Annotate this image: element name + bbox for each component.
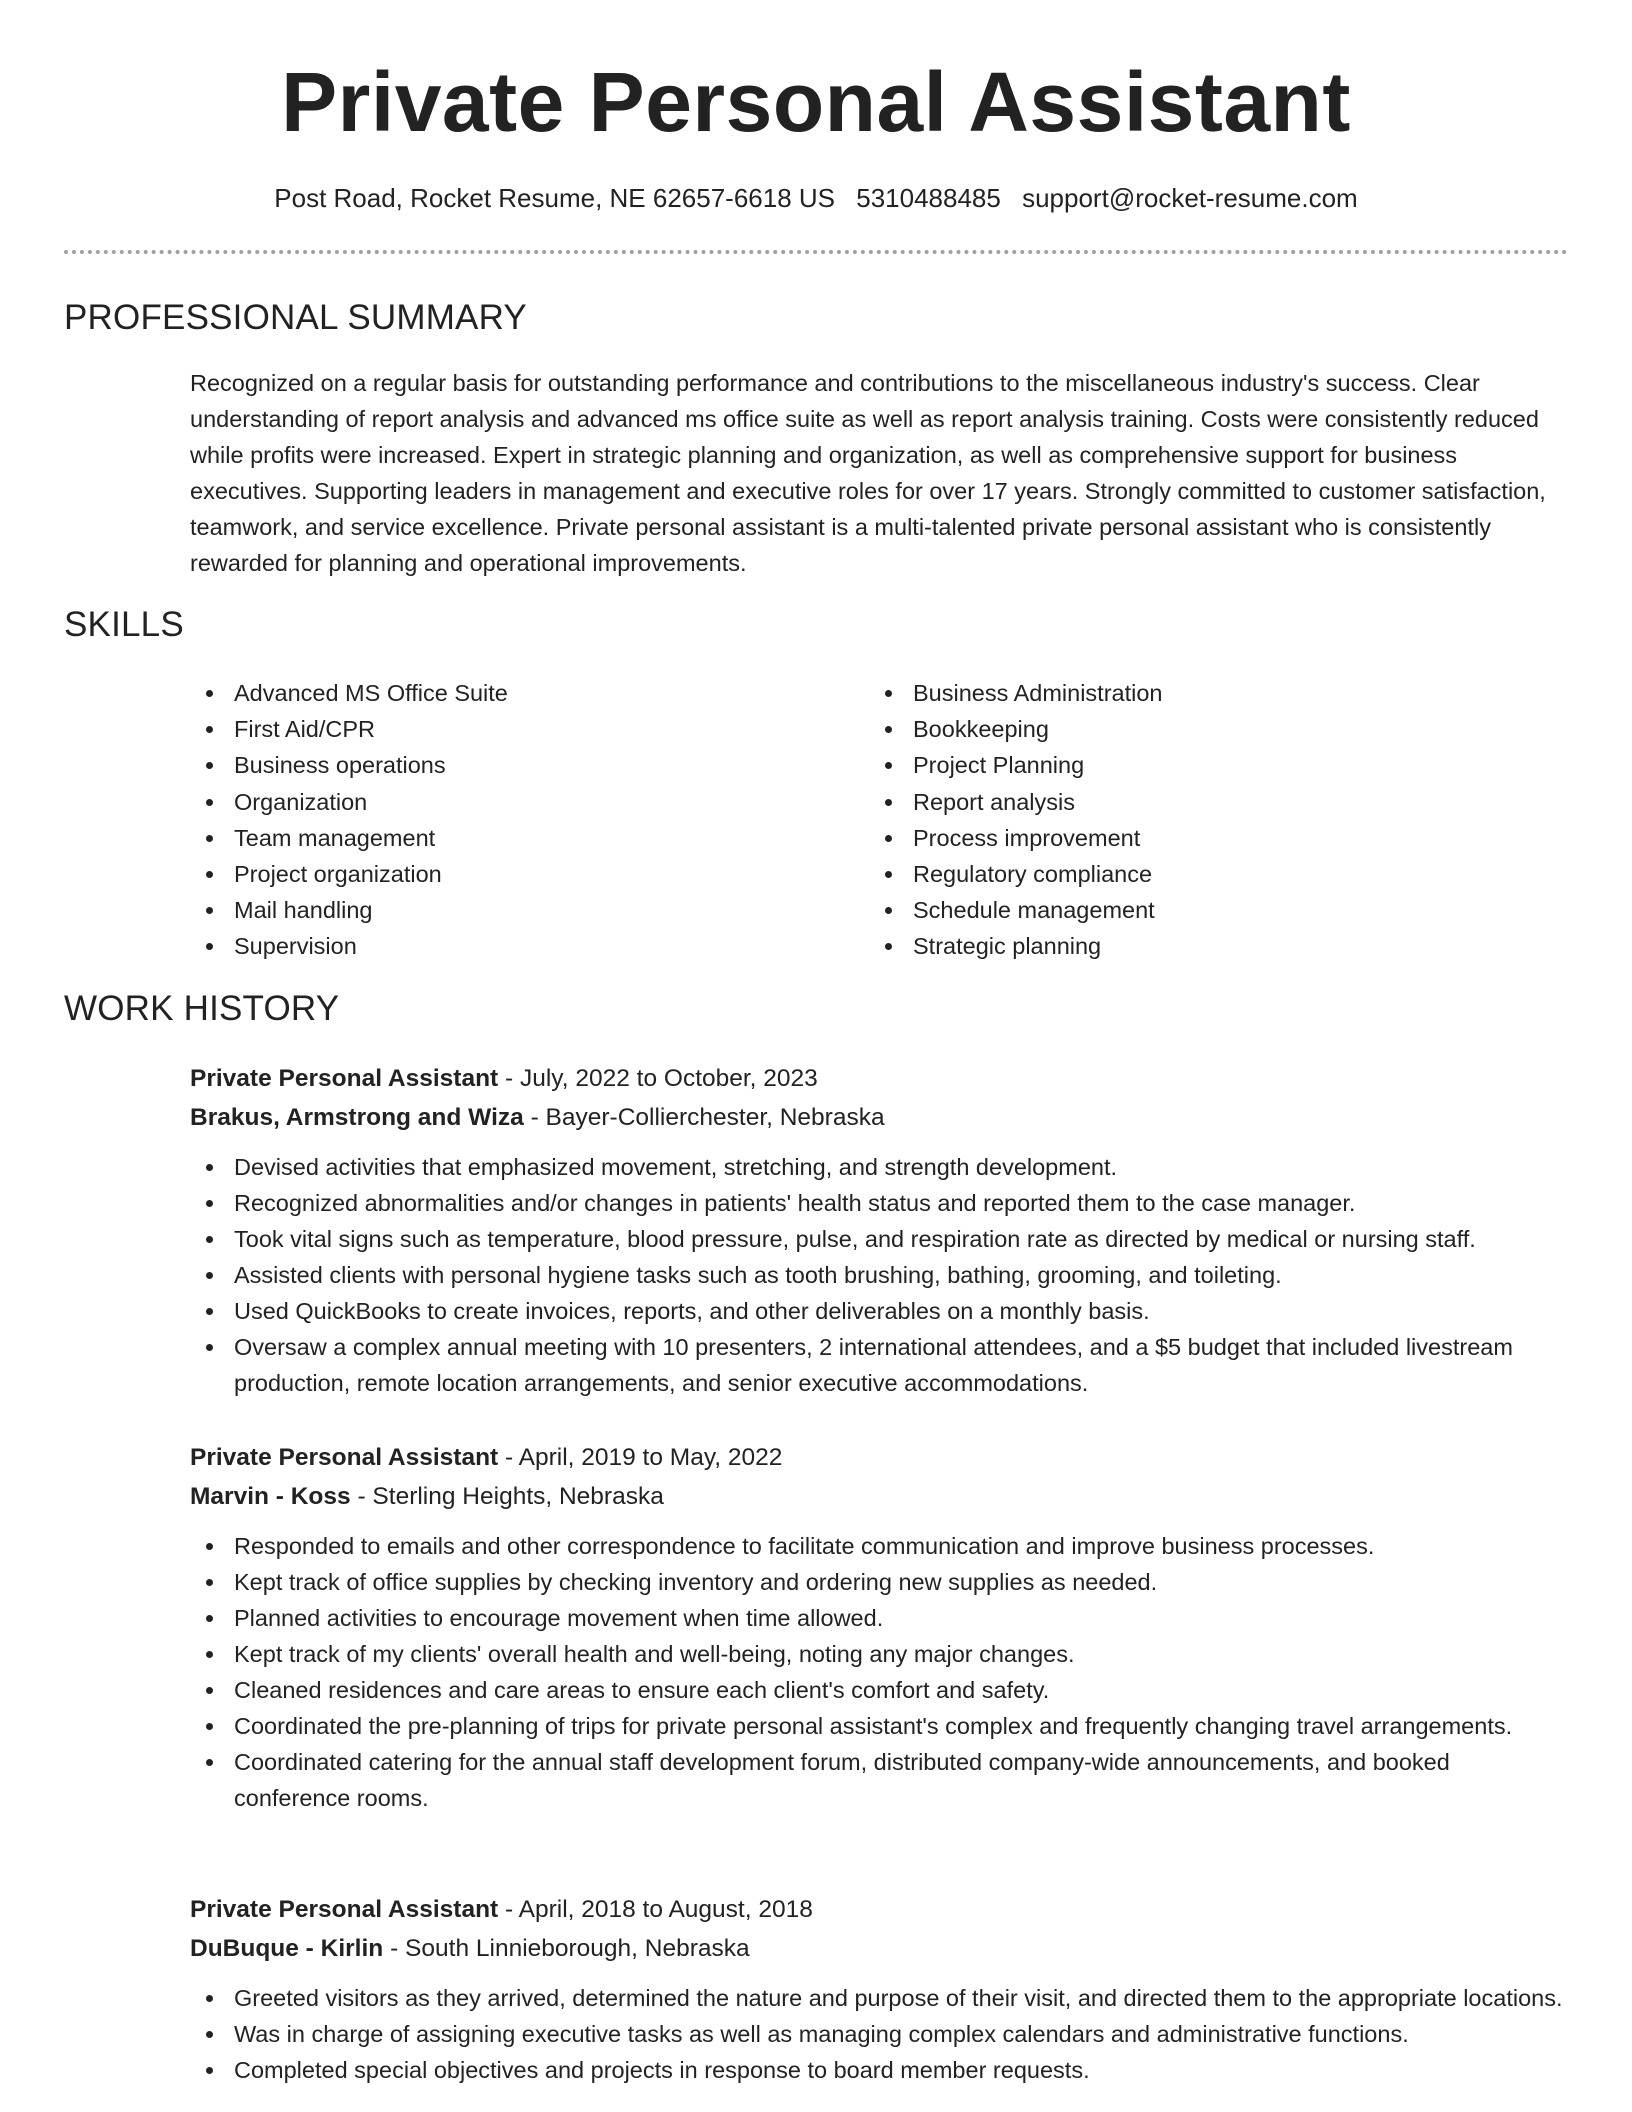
job-duty: Took vital signs such as temperature, blood pressure, pulse, and respiration rate as directed by medical or nursing staff. [190, 1221, 1570, 1257]
skill-item: Advanced MS Office Suite [190, 675, 810, 711]
contact-phone: 5310488485 [856, 183, 1001, 213]
contact-address: Post Road, Rocket Resume, NE 62657-6618 US [274, 183, 836, 213]
job-duty: Responded to emails and other correspondence to facilitate communication and improve business processes. [190, 1528, 1570, 1564]
skill-item: Business operations [190, 747, 810, 783]
job-duty: Completed special objectives and projects in response to board member requests. [190, 2052, 1570, 2088]
job-company: Brakus, Armstrong and Wiza [190, 1104, 524, 1131]
job-title-line [190, 1059, 1570, 1098]
skill-item: Regulatory compliance [869, 856, 1489, 892]
job-title-line [190, 1890, 1570, 1929]
job-duties-list [190, 1980, 1570, 2088]
skill-item: Supervision [190, 928, 810, 964]
contact-line [0, 180, 1632, 216]
job-company: Marvin - Koss [190, 1483, 351, 1510]
job-title-line [190, 1438, 1570, 1477]
skill-item: Process improvement [869, 820, 1489, 856]
job-duty: Coordinated the pre-planning of trips for private personal assistant's complex and frequently changing travel arrangements. [190, 1708, 1570, 1744]
job-role: Private Personal Assistant [190, 1444, 499, 1471]
job-location: - Bayer-Collierchester, Nebraska [523, 1104, 885, 1131]
job-duty: Recognized abnormalities and/or changes in patients' health status and reported them to the case manager. [190, 1185, 1570, 1221]
job-company-line [190, 1098, 1570, 1137]
skills-list-left [190, 675, 810, 965]
summary-text: Recognized on a regular basis for outstanding performance and contributions to the miscellaneous industry's success. Clear understanding of report analysis and advanced ms office suite as well as report analysis training. Costs were consistently reduced while profits were increased. Expert in strategic planning and organization, as well as comprehensive support for business executives. Supporting leaders in management and executive roles for over 17 years. Strongly committed to customer satisfaction, teamwork, and service excellence. Private personal assistant is a multi-talented private personal assistant who is consistently rewarded for planning and operational improvements. [190, 370, 1546, 576]
job-location: - Sterling Heights, Nebraska [350, 1483, 664, 1510]
job-dates: - April, 2019 to May, 2022 [498, 1444, 783, 1471]
job-duties-list [190, 1528, 1570, 1816]
job-role: Private Personal Assistant [190, 1896, 499, 1923]
job-duty: Used QuickBooks to create invoices, reports, and other deliverables on a monthly basis. [190, 1293, 1570, 1329]
skill-item: First Aid/CPR [190, 711, 810, 747]
job-entry [190, 1059, 1570, 1401]
job-duty: Devised activities that emphasized movement, stretching, and strength development. [190, 1149, 1570, 1185]
section-title-work-history: WORK HISTORY [64, 989, 340, 1028]
job-entry [190, 1438, 1570, 1816]
skill-item: Bookkeeping [869, 711, 1489, 747]
skill-item: Business Administration [869, 675, 1489, 711]
skill-item: Project Planning [869, 747, 1489, 783]
contact-email: support@rocket-resume.com [1022, 183, 1358, 213]
job-company-line [190, 1929, 1570, 1968]
job-duties-list [190, 1149, 1570, 1401]
skill-item: Report analysis [869, 784, 1489, 820]
skill-item: Strategic planning [869, 928, 1489, 964]
job-duty: Was in charge of assigning executive tasks as well as managing complex calendars and administrative functions. [190, 2016, 1570, 2052]
header-divider [64, 250, 1568, 254]
skill-item: Schedule management [869, 892, 1489, 928]
job-duty: Kept track of office supplies by checking inventory and ordering new supplies as needed. [190, 1564, 1570, 1600]
section-title-skills: SKILLS [64, 605, 184, 644]
job-role: Private Personal Assistant [190, 1065, 499, 1092]
job-duty: Planned activities to encourage movement when time allowed. [190, 1600, 1570, 1636]
job-duty: Coordinated catering for the annual staff development forum, distributed company-wide announcements, and booked conference rooms. [190, 1744, 1570, 1816]
job-company-line [190, 1477, 1570, 1516]
job-dates: - July, 2022 to October, 2023 [498, 1065, 818, 1092]
job-location: - South Linnieborough, Nebraska [383, 1935, 750, 1962]
skill-item: Organization [190, 784, 810, 820]
section-title-summary: PROFESSIONAL SUMMARY [64, 298, 527, 337]
skills-list-right [869, 675, 1489, 965]
candidate-name: Private Personal Assistant [281, 55, 1351, 149]
job-duty: Cleaned residences and care areas to ensure each client's comfort and safety. [190, 1672, 1570, 1708]
job-company: DuBuque - Kirlin [190, 1935, 384, 1962]
job-duty: Oversaw a complex annual meeting with 10 presenters, 2 international attendees, and a $5 budget that included livestream production, remote location arrangements, and senior executive accommodations. [190, 1329, 1570, 1401]
job-duty: Kept track of my clients' overall health and well-being, noting any major changes. [190, 1636, 1570, 1672]
skill-item: Project organization [190, 856, 810, 892]
job-dates: - April, 2018 to August, 2018 [498, 1896, 813, 1923]
skill-item: Team management [190, 820, 810, 856]
skill-item: Mail handling [190, 892, 810, 928]
job-entry [190, 1890, 1570, 2088]
job-duty: Greeted visitors as they arrived, determined the nature and purpose of their visit, and directed them to the appropriate locations. [190, 1980, 1570, 2016]
job-duty: Assisted clients with personal hygiene tasks such as tooth brushing, bathing, grooming, and toileting. [190, 1257, 1570, 1293]
